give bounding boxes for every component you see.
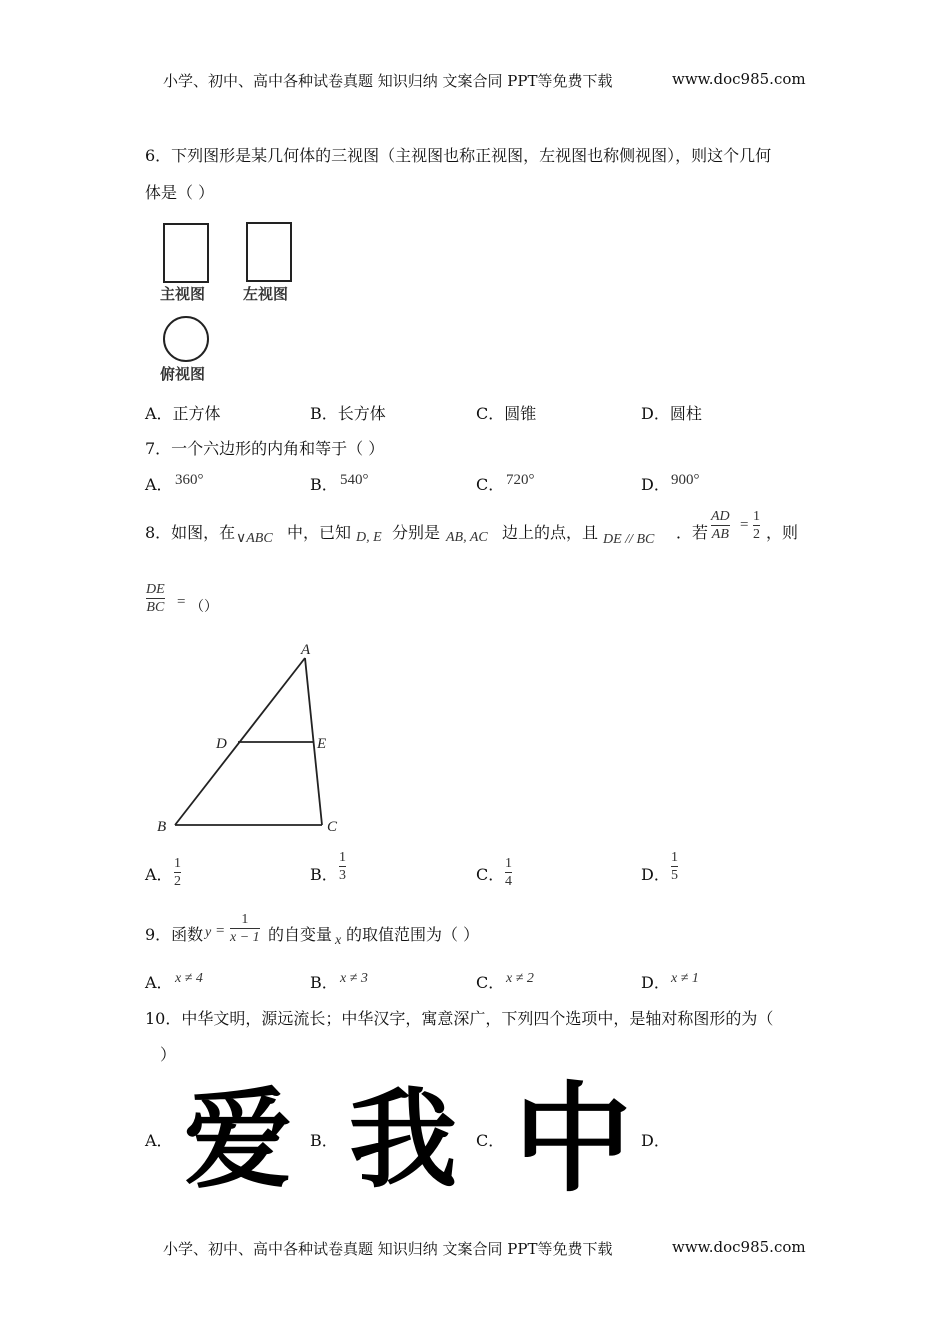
q7-option-b-value: 540°: [340, 472, 369, 488]
q8-parallel-statement: DE // BC: [603, 532, 655, 547]
point-d-label: D: [216, 736, 227, 752]
q6-option-d[interactable]: D．圆柱: [641, 404, 702, 423]
q9-option-c-label[interactable]: C．: [476, 973, 505, 992]
q8-points-de: D, E: [356, 530, 382, 545]
q7-option-c-label[interactable]: C．: [476, 475, 505, 494]
q8-text-if: ．若: [676, 523, 709, 542]
fraction-denominator: x − 1: [230, 930, 260, 945]
top-view-label: 俯视图: [160, 365, 206, 383]
fraction-denominator: 2: [174, 874, 181, 889]
q7-stem: 7．一个六边形的内角和等于（ ）: [145, 439, 385, 458]
q8-half-denominator: 2: [753, 527, 760, 542]
point-e-label: E: [317, 736, 327, 752]
fraction-numerator: 1: [174, 856, 181, 871]
fraction-numerator: 1: [671, 850, 678, 865]
q6-option-b[interactable]: B．长方体: [310, 404, 386, 423]
q9-text-independent-var: 的自变量: [268, 925, 333, 944]
q10-stem-line1: 10．中华文明，源远流长；中华汉字，寓意深广，下列四个选项中，是轴对称图形的为（: [145, 1009, 774, 1028]
q10-char-wo: 我: [349, 1078, 458, 1203]
q9-option-b-value: x ≠ 3: [340, 971, 368, 986]
q7-option-a-label[interactable]: A．: [145, 475, 173, 494]
q8-triangle-abc: ∨ABC: [236, 531, 273, 546]
q8-text-then: ，则: [766, 523, 799, 542]
q8-half-numerator: 1: [753, 509, 760, 524]
q9-intro: 9．函数: [145, 925, 204, 944]
fraction-bar: [230, 928, 260, 929]
fraction-bar: [753, 525, 760, 526]
q10-char-ai: 爱: [184, 1078, 293, 1203]
q9-option-d-label[interactable]: D．: [641, 973, 670, 992]
q8-ask-paren: （）: [190, 599, 218, 615]
fraction-denominator: 4: [505, 874, 512, 889]
fraction-numerator: 1: [339, 850, 346, 865]
fraction-bar: [146, 598, 165, 599]
q9-option-b-label[interactable]: B．: [310, 973, 338, 992]
q10-option-b-label[interactable]: B．: [310, 1131, 338, 1150]
fraction-bar: [174, 872, 181, 873]
left-view-rectangle: [246, 222, 292, 282]
fraction-bar: [671, 866, 678, 867]
fraction-numerator: 1: [505, 856, 512, 871]
fraction-numerator: 1: [241, 912, 249, 927]
q10-stem-line2: ）: [160, 1045, 177, 1064]
vertex-b-label: B: [157, 819, 167, 835]
q8-option-d-fraction: [671, 850, 678, 883]
q8-option-b-fraction: [339, 850, 346, 883]
fraction-denominator: 5: [671, 868, 678, 883]
q8-text-respectively: 分别是: [392, 523, 441, 542]
q8-ask-equals: =: [177, 594, 186, 610]
q9-option-d-value: x ≠ 1: [671, 971, 699, 986]
q6-stem-line1: 6．下列图形是某几何体的三视图（主视图也称正视图，左视图也称侧视图），则这个几何: [145, 146, 772, 165]
fraction-bar: [711, 525, 730, 526]
q8-option-a-label[interactable]: A．: [145, 865, 173, 884]
q8-option-b-label[interactable]: B．: [310, 865, 338, 884]
vertex-a-label: A: [301, 642, 311, 658]
q9-x: x: [335, 933, 342, 948]
front-view-rectangle: [163, 223, 209, 283]
q8-option-d-label[interactable]: D．: [641, 865, 670, 884]
q8-option-c-label[interactable]: C．: [476, 865, 505, 884]
q8-triangle-figure: [150, 638, 350, 838]
left-view-label: 左视图: [243, 285, 289, 303]
fraction-bar: [505, 872, 512, 873]
header-ad-text: 小学、初中、高中各种试卷真题 知识归纳 文案合同 PPT等免费下载: [163, 72, 613, 90]
q7-option-b-label[interactable]: B．: [310, 475, 338, 494]
q7-option-d-value: 900°: [671, 472, 700, 488]
q8-ask-fraction: [146, 582, 165, 615]
fraction-bar: [339, 866, 346, 867]
q8-intro: 8．如图，在: [145, 523, 236, 542]
q6-option-c[interactable]: C．圆锥: [476, 404, 537, 423]
fraction-denominator: 3: [339, 868, 346, 883]
q8-text-known: 中，已知: [287, 523, 352, 542]
q7-option-c-value: 720°: [506, 472, 535, 488]
q7-option-d-label[interactable]: D．: [641, 475, 670, 494]
q10-option-c-label[interactable]: C．: [476, 1131, 505, 1150]
q9-equals: =: [216, 923, 225, 939]
q10-option-a-label[interactable]: A．: [145, 1131, 173, 1150]
footer-ad-text: 小学、初中、高中各种试卷真题 知识归纳 文案合同 PPT等免费下载: [163, 1240, 613, 1258]
q6-stem-line2: 体是（ ）: [145, 183, 215, 202]
top-view-circle: [163, 316, 209, 362]
q9-y: y: [205, 925, 212, 940]
q7-option-a-value: 360°: [175, 472, 204, 488]
header-url[interactable]: www.doc985.com: [672, 70, 806, 88]
q10-char-zhong: 中: [514, 1070, 633, 1208]
q8-ratio-numerator: AD: [711, 509, 730, 524]
q8-text-points-on-sides: 边上的点，且: [502, 523, 599, 542]
front-view-label: 主视图: [160, 285, 206, 303]
footer-url[interactable]: www.doc985.com: [672, 1238, 806, 1256]
q9-function-fraction: [230, 912, 260, 945]
q8-equals: =: [740, 517, 749, 533]
q8-ask-denominator: BC: [146, 600, 165, 615]
q8-option-a-fraction: [174, 856, 181, 889]
q8-half-fraction: [753, 509, 760, 542]
q10-option-d-label[interactable]: D．: [641, 1131, 670, 1150]
q8-ratio-denominator: AB: [711, 527, 729, 542]
q9-text-range: 的取值范围为（ ）: [346, 925, 480, 944]
vertex-c-label: C: [327, 819, 338, 835]
q8-ask-numerator: DE: [146, 582, 165, 597]
q6-option-a[interactable]: A．正方体: [145, 404, 221, 423]
q9-option-c-value: x ≠ 2: [506, 971, 534, 986]
q9-option-a-value: x ≠ 4: [175, 971, 203, 986]
q8-sides-ab-ac: AB, AC: [446, 530, 488, 545]
q8-ratio-ad-ab: [711, 509, 730, 542]
q9-option-a-label[interactable]: A．: [145, 973, 173, 992]
q8-option-c-fraction: [505, 856, 512, 889]
